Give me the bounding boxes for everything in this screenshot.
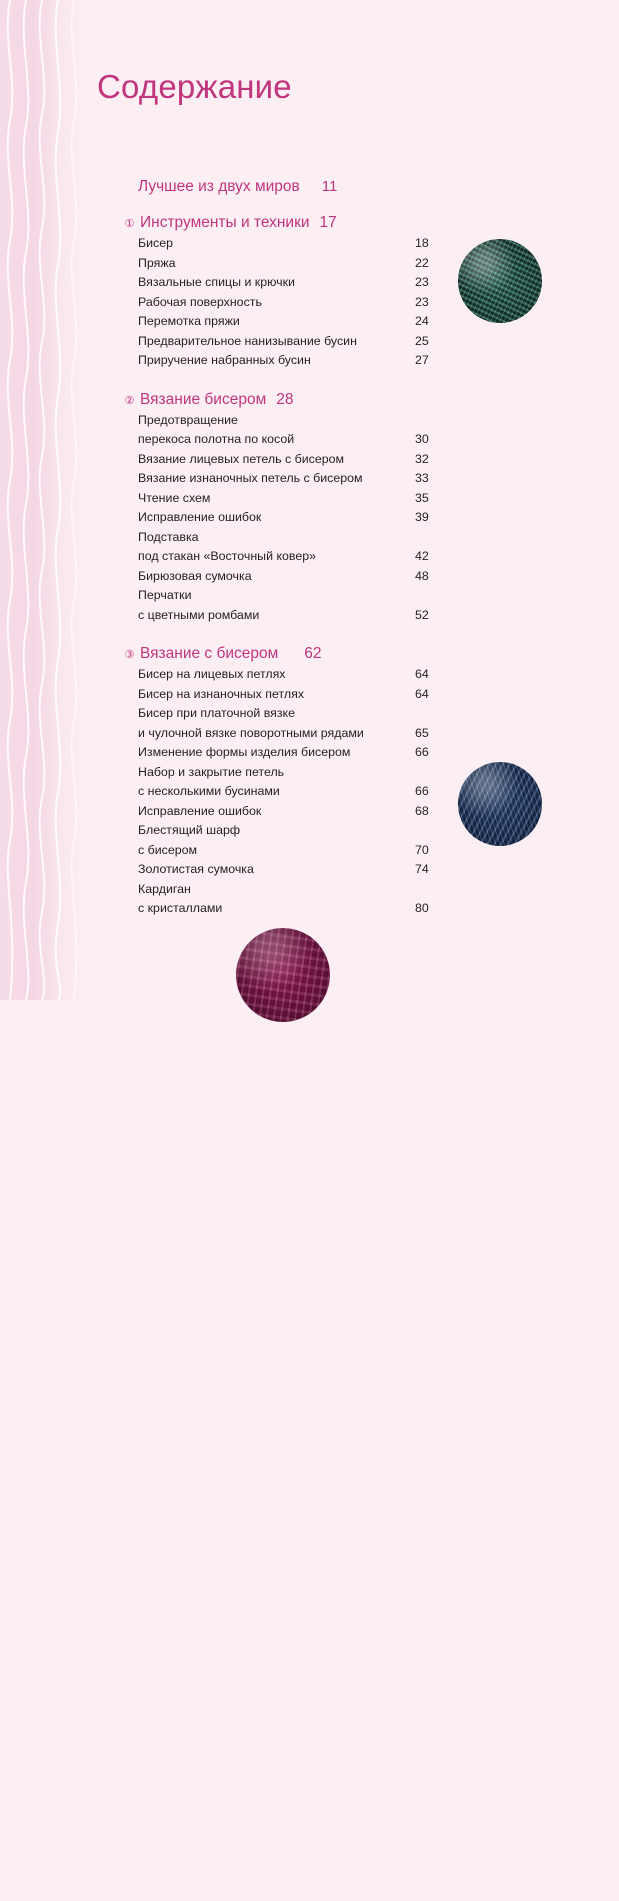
toc-row[interactable] — [138, 687, 538, 707]
toc-row-page: 48 — [415, 568, 429, 583]
toc-row[interactable] — [138, 353, 538, 373]
toc-row-page: 74 — [415, 862, 429, 876]
toc-row[interactable] — [138, 549, 538, 569]
toc-row-page: 22 — [415, 255, 429, 270]
toc-row[interactable] — [138, 862, 538, 882]
toc-row-label: Предотвращение — [138, 412, 238, 427]
toc-row[interactable] — [138, 569, 538, 589]
toc-row-label: Подставка — [138, 529, 199, 544]
toc-row-label: Перчатки — [138, 588, 192, 602]
toc-row-page: 80 — [415, 901, 429, 915]
toc-row-page: 18 — [415, 236, 429, 250]
toc-entry-intro-label: Лучшее из двух миров — [138, 178, 300, 195]
toc-row[interactable] — [138, 901, 538, 921]
toc-row-page: 66 — [415, 784, 429, 798]
toc-row-page: 64 — [415, 667, 429, 681]
toc-page — [86, 0, 619, 1000]
decorative-left-border — [0, 0, 86, 1000]
page-title: Содержание — [97, 68, 292, 105]
toc-row[interactable] — [138, 588, 538, 608]
toc-row-page: 68 — [415, 803, 429, 818]
toc-row[interactable] — [138, 452, 538, 472]
toc-row[interactable] — [138, 530, 538, 550]
toc-group-2 — [124, 390, 538, 628]
toc-group-2-heading[interactable] — [123, 391, 538, 409]
circled-number-icon: ① — [124, 218, 135, 230]
toc-row[interactable] — [138, 413, 538, 433]
toc-row[interactable] — [138, 432, 538, 452]
toc-entry-intro-page: 11 — [321, 178, 338, 195]
toc-entry-intro[interactable] — [138, 178, 538, 196]
toc-row[interactable] — [138, 706, 538, 726]
knit-swatch-magenta — [236, 928, 330, 1022]
toc-row-label: Бисер — [138, 236, 174, 250]
toc-row[interactable] — [138, 608, 538, 628]
toc-group-3-heading[interactable] — [123, 645, 538, 663]
toc-row-label: Рабочая поверхность — [138, 294, 262, 309]
swatch-texture — [458, 239, 542, 323]
toc-row-label: Бисер на лицевых петлях — [138, 667, 286, 681]
toc-row-label: под стакан «Восточный ковер» — [138, 549, 317, 563]
toc-group-3-page: 62 — [304, 645, 322, 662]
toc-group-1-page: 17 — [319, 214, 337, 231]
circled-number-icon: ③ — [124, 649, 135, 661]
toc-row-label: Бисер при платочной вязке — [138, 706, 295, 720]
toc-row-label: с цветными ромбами — [138, 607, 260, 622]
toc-row[interactable] — [138, 882, 538, 902]
toc-row-label: Вязальные спицы и крючки — [138, 275, 295, 289]
toc-group-3-title: Вязание с бисером — [140, 645, 279, 662]
toc-row-label: Исправление ошибок — [138, 803, 262, 818]
toc-row-label: Пряжа — [138, 255, 176, 270]
toc-row-label: Кардиган — [138, 881, 191, 896]
toc-row-page: 32 — [415, 451, 429, 466]
toc-row-page: 30 — [415, 432, 429, 446]
toc-group-2-title: Вязание бисером — [140, 390, 267, 408]
toc-group-2-entries — [138, 413, 538, 628]
toc-row-label: с бисером — [138, 842, 198, 857]
toc-row-page: 42 — [415, 549, 429, 563]
swatch-texture — [236, 928, 330, 1022]
toc-row-label: Бисер на изнаночных петлях — [138, 686, 305, 701]
toc-row[interactable] — [138, 726, 538, 746]
toc-group-1-title: Инструменты и техники — [140, 214, 310, 231]
toc-row-label: с кристаллами — [138, 901, 223, 915]
toc-row-page: 70 — [415, 842, 429, 857]
toc-group-2-page: 28 — [276, 390, 294, 408]
toc-row-label: Изменение формы изделия бисером — [138, 745, 351, 759]
toc-row-page: 64 — [415, 686, 429, 701]
toc-row-label: Бирюзовая сумочка — [138, 568, 252, 583]
toc-row-page: 66 — [415, 745, 429, 759]
toc-row-page: 23 — [415, 294, 429, 309]
toc-row-page: 27 — [415, 353, 429, 367]
toc-row-page: 65 — [415, 725, 429, 740]
toc-row-label: Вязание лицевых петель с бисером — [138, 451, 345, 466]
beaded-swatch-blue — [458, 762, 542, 846]
wavy-lines-graphic — [0, 0, 86, 1000]
toc-row[interactable] — [138, 491, 538, 511]
toc-row[interactable] — [138, 334, 538, 354]
toc-row[interactable] — [138, 667, 538, 687]
toc-row-page: 33 — [415, 471, 429, 485]
beaded-swatch-teal — [458, 239, 542, 323]
circled-number-icon: ② — [124, 394, 135, 407]
toc-row-page: 25 — [415, 333, 429, 348]
toc-row-label: Набор и закрытие петель — [138, 764, 285, 779]
toc-row[interactable] — [138, 510, 538, 530]
toc-row-label: Исправление ошибок — [138, 510, 262, 524]
toc-row-label: Предварительное нанизывание бусин — [138, 333, 357, 348]
toc-row-label: перекоса полотна по косой — [138, 432, 295, 446]
toc-row-label: Вязание изнаночных петель с бисером — [138, 471, 363, 485]
toc-row[interactable] — [138, 471, 538, 491]
toc-row-label: и чулочной вязке поворотными рядами — [138, 725, 364, 740]
toc-row-label: Перемотка пряжи — [138, 314, 240, 328]
toc-row-label: Золотистая сумочка — [138, 862, 254, 876]
toc-row-page: 35 — [415, 490, 429, 505]
toc-row-page: 39 — [415, 510, 429, 524]
toc-row-page: 24 — [415, 314, 429, 328]
toc-row-label: Приручение набранных бусин — [138, 353, 311, 367]
toc-row-label: Чтение схем — [138, 490, 211, 505]
toc-row-label: Блестящий шарф — [138, 823, 241, 837]
swatch-texture — [458, 762, 542, 846]
toc-row-label: с несколькими бусинами — [138, 784, 280, 798]
toc-group-1-heading[interactable] — [123, 214, 538, 232]
toc-row-page: 23 — [415, 275, 429, 289]
toc-row-page: 52 — [415, 607, 429, 622]
